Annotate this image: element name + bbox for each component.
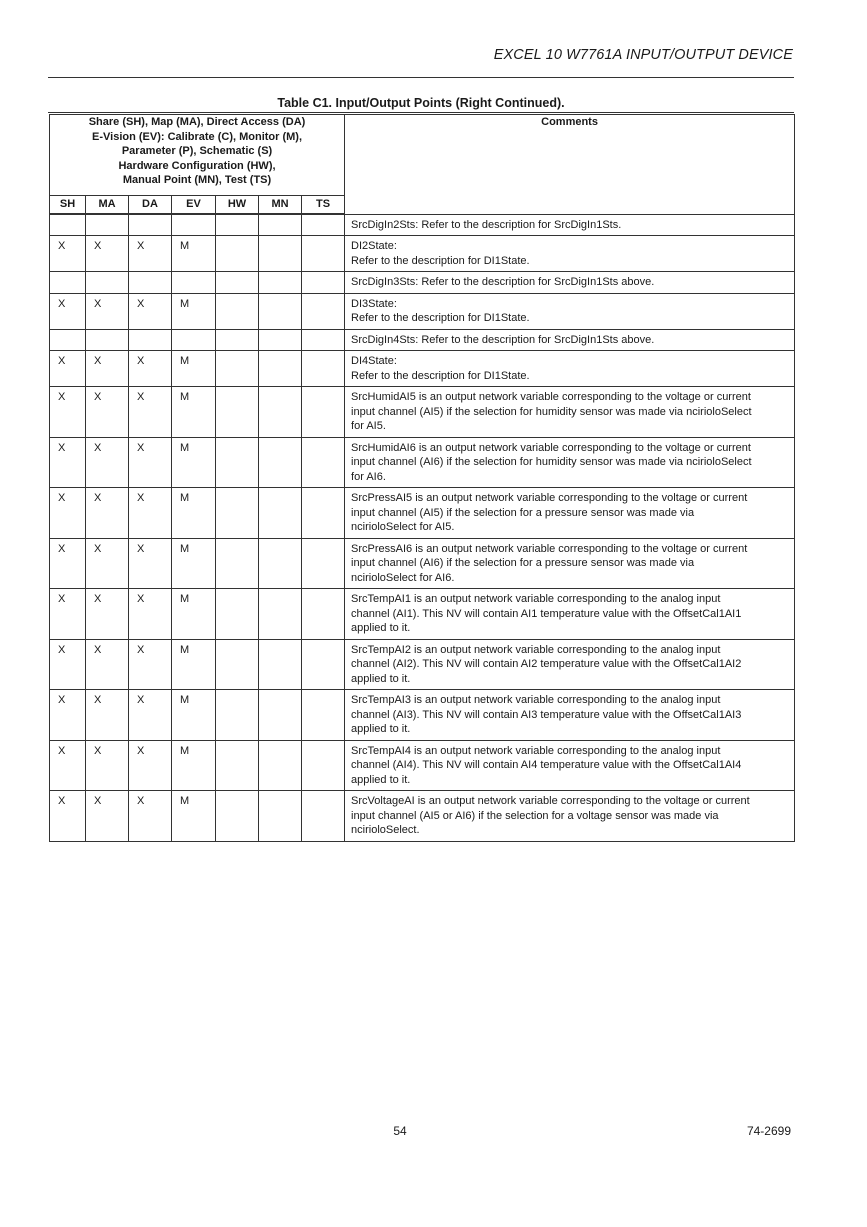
table-row [50,351,795,387]
legend-line: Hardware Configuration (HW), [118,159,276,172]
cell-sh: X [50,437,86,488]
cell-ts [302,437,345,488]
cell-ev: M [172,236,216,272]
column-header-hw: HW [216,196,259,215]
table-body [50,214,795,841]
cell-hw [216,437,259,488]
cell-sh: X [50,589,86,640]
cell-hw [216,293,259,329]
table-row [50,589,795,640]
legend-line: Share (SH), Map (MA), Direct Access (DA) [88,116,306,128]
table-row [50,538,795,589]
cell-da: X [129,538,172,589]
legend-line: Parameter (P), Schematic (S) [121,145,273,157]
cell-comment: SrcPressAI6 is an output network variable corresponding to the voltage or current input channel (AI6) if the selection for a pressure sensor was made via nciriolоSelect for AI6. [345,538,795,589]
cell-ma: X [86,437,129,488]
table-row [50,639,795,690]
cell-ma: X [86,488,129,539]
cell-da [129,329,172,351]
cell-mn [259,329,302,351]
cell-hw [216,690,259,741]
table-row [50,690,795,741]
cell-ev: M [172,791,216,842]
cell-ts [302,387,345,438]
cell-hw [216,214,259,236]
cell-ev: M [172,437,216,488]
cell-mn [259,488,302,539]
cell-da: X [129,351,172,387]
table-row [50,293,795,329]
table-row [50,740,795,791]
cell-ev: M [172,538,216,589]
cell-ev: M [172,690,216,741]
cell-ts [302,740,345,791]
cell-sh: X [50,639,86,690]
cell-ev [172,272,216,294]
header-rule [48,77,794,78]
table-row [50,236,795,272]
cell-ts [302,639,345,690]
cell-sh: X [50,791,86,842]
cell-comment: SrcTempAI2 is an output network variable corresponding to the analog input channel (AI2). This NV will contain AI2 temperature value with the OffsetCal1AI2 applied to it. [345,639,795,690]
cell-da: X [129,639,172,690]
cell-sh: X [50,690,86,741]
table-title: Table C1. Input/Output Points (Right Continued). [277,96,565,110]
cell-hw [216,351,259,387]
cell-mn [259,272,302,294]
cell-da: X [129,740,172,791]
cell-ma: X [86,639,129,690]
cell-da: X [129,791,172,842]
comments-header: Comments [541,116,598,128]
cell-ts [302,488,345,539]
cell-sh: X [50,387,86,438]
cell-mn [259,589,302,640]
table-row [50,488,795,539]
table-row [50,387,795,438]
cell-ts [302,589,345,640]
legend-line: Manual Point (MN), Test (TS) [122,174,272,186]
title-rule [48,112,794,113]
cell-da: X [129,236,172,272]
cell-sh: X [50,293,86,329]
cell-ts [302,329,345,351]
cell-mn [259,639,302,690]
document-number: 74-2699 [746,1124,791,1138]
cell-comment: SrcHumidAI6 is an output network variable corresponding to the voltage or current input channel (AI6) if the selection for humidity sensor was made via nciriolоSelect for AI6. [345,437,795,488]
comments-header-cell [345,115,795,215]
io-points-table [49,114,795,842]
cell-ma: X [86,387,129,438]
cell-sh: X [50,538,86,589]
cell-ts [302,690,345,741]
cell-comment: SrcPressAI5 is an output network variable corresponding to the voltage or current input channel (AI5) if the selection for a pressure sensor was made via nciriolоSelect for AI5. [345,488,795,539]
cell-da: X [129,293,172,329]
cell-comment: SrcTempAI1 is an output network variable corresponding to the analog input channel (AI1). This NV will contain AI1 temperature value with the OffsetCal1AI1 applied to it. [345,589,795,640]
table-row [50,272,795,294]
column-header-sh: SH [50,196,86,215]
cell-ev: M [172,488,216,539]
table-row [50,214,795,236]
cell-hw [216,538,259,589]
cell-comment: SrcDigIn3Sts: Refer to the description for SrcDigIn1Sts above. [345,272,795,294]
cell-ev: M [172,387,216,438]
cell-mn [259,387,302,438]
cell-ma: X [86,690,129,741]
cell-sh [50,272,86,294]
cell-comment: SrcTempAI4 is an output network variable corresponding to the analog input channel (AI4). This NV will contain AI4 temperature value with the OffsetCal1AI4 applied to it. [345,740,795,791]
cell-sh [50,214,86,236]
cell-hw [216,740,259,791]
cell-ev: M [172,589,216,640]
legend-line: E-Vision (EV): Calibrate (C), Monitor (M), [92,130,303,143]
cell-ma [86,329,129,351]
cell-comment: DI3State: Refer to the description for DI1State. [345,293,795,329]
legend-row [50,115,795,196]
cell-comment: DI2State: Refer to the description for DI1State. [345,236,795,272]
cell-ma: X [86,740,129,791]
cell-da [129,214,172,236]
cell-hw [216,272,259,294]
column-header-ev: EV [172,196,216,215]
column-header-ma: MA [86,196,129,215]
cell-ma: X [86,589,129,640]
cell-hw [216,589,259,640]
cell-ev: M [172,351,216,387]
cell-ev: M [172,639,216,690]
cell-mn [259,690,302,741]
table-row [50,791,795,842]
legend-cell [50,115,345,196]
cell-ma: X [86,293,129,329]
cell-ts [302,214,345,236]
cell-mn [259,740,302,791]
cell-sh: X [50,740,86,791]
cell-ma: X [86,791,129,842]
cell-ma: X [86,538,129,589]
cell-ts [302,791,345,842]
page-number: 54 [393,1124,407,1138]
cell-ts [302,236,345,272]
cell-comment: SrcDigIn2Sts: Refer to the description for SrcDigIn1Sts. [345,214,795,236]
cell-ma [86,214,129,236]
cell-comment: DI4State: Refer to the description for DI1State. [345,351,795,387]
cell-ev [172,329,216,351]
running-header: EXCEL 10 W7761A INPUT/OUTPUT DEVICE [493,47,793,63]
column-header-ts: TS [302,196,345,215]
cell-comment: SrcDigIn4Sts: Refer to the description for SrcDigIn1Sts above. [345,329,795,351]
column-header-da: DA [129,196,172,215]
cell-ev: M [172,740,216,791]
cell-ma: X [86,351,129,387]
cell-mn [259,437,302,488]
cell-ev [172,214,216,236]
cell-sh: X [50,236,86,272]
cell-ts [302,351,345,387]
cell-comment: SrcTempAI3 is an output network variable corresponding to the analog input channel (AI3). This NV will contain AI3 temperature value with the OffsetCal1AI3 applied to it. [345,690,795,741]
cell-da [129,272,172,294]
cell-hw [216,329,259,351]
cell-mn [259,351,302,387]
cell-ts [302,538,345,589]
cell-hw [216,488,259,539]
cell-hw [216,639,259,690]
table-row [50,329,795,351]
column-header-mn: MN [259,196,302,215]
cell-comment: SrcHumidAI5 is an output network variable corresponding to the voltage or current input channel (AI5) if the selection for humidity sensor was made via nciriolоSelect for AI5. [345,387,795,438]
cell-sh: X [50,488,86,539]
cell-hw [216,236,259,272]
cell-da: X [129,589,172,640]
cell-mn [259,214,302,236]
cell-sh: X [50,351,86,387]
cell-mn [259,791,302,842]
cell-ma: X [86,236,129,272]
cell-ts [302,272,345,294]
cell-mn [259,236,302,272]
cell-da: X [129,690,172,741]
cell-ma [86,272,129,294]
cell-mn [259,538,302,589]
cell-comment: SrcVoltageAI is an output network variable corresponding to the voltage or current input channel (AI5 or AI6) if the selection for a voltage sensor was made via nciriolоSelect. [345,791,795,842]
cell-hw [216,387,259,438]
cell-mn [259,293,302,329]
cell-da: X [129,387,172,438]
cell-da: X [129,437,172,488]
cell-ev: M [172,293,216,329]
cell-sh [50,329,86,351]
table-row [50,437,795,488]
cell-hw [216,791,259,842]
cell-da: X [129,488,172,539]
cell-ts [302,293,345,329]
